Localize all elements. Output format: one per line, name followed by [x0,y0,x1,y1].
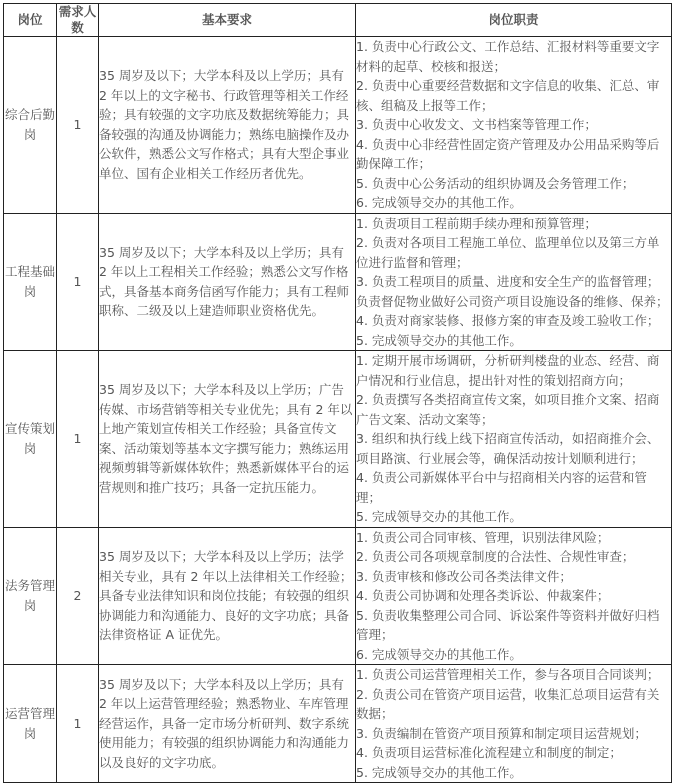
duty-item: 1. 定期开展市场调研，分析研判楼盘的业态、经营、商户情况和行业信息，提出针对性的策划招商方向； [356,353,660,388]
duty-item: 2. 负责对各项目工程施工单位、监理单位以及第三方单位进行监督和管理； [356,235,660,270]
requirements: 35 周岁及以下；大学本科及以上学历；具有 2 年以上工程相关工作经验；熟悉公文写作格式，具备基本商务信函写作能力；具有工程师职称、二级及以上建造师职业资格优先。 [99,213,356,351]
duty-item: 2. 负责中心重要经营数据和文字信息的收集、汇总、审核、组稿及上报等工作； [356,78,660,113]
duty-item: 4. 负责对商家装修、报修方案的审查及竣工验收工作； [356,313,660,328]
duty-item: 6. 完成领导交办的其他工作。 [356,646,522,662]
position-title: 运营管理岗 [4,665,57,783]
duties [356,213,672,351]
duty-item: 4. 负责公司新媒体平台中与招商相关内容的运营和管理； [356,470,647,505]
duties [356,351,672,528]
headcount: 1 [57,351,99,528]
duty-item: 2. 负责撰写各类招商宣传文案，如项目推介文案、招商广告文案、活动文案等； [356,392,660,427]
position-title: 工程基础岗 [4,213,57,351]
duty-item: 6. 完成领导交办的其他工作。 [356,195,522,210]
position-title: 法务管理岗 [4,527,57,665]
duty-item: 5. 完成领导交办的其他工作。 [356,509,522,524]
duty-item: 1. 负责公司运营管理相关工作，参与各项目合同谈判； [356,667,660,682]
requirements: 35 周岁及以下；大学本科及以上学历；具有 2 年以上的文字秘书、行政管理等相关工作经验；具有较强的文字功底及数据统筹能力；具备较强的沟通及协调能力；熟练电脑操作及办公软件，熟悉公文写作格式；具有大型企事业单位、国有企业相关工作经历者优先。 [99,37,356,214]
duty-item: 4. 负责中心非经营性固定资产管理及办公用品采购等后勤保障工作； [356,136,660,171]
duty-item: 4. 负责项目运营标准化流程建立和制度的制定； [356,745,622,760]
headcount: 1 [57,665,99,783]
duty-item: 1. 负责公司合同审核、管理，识别法律风险； [356,529,610,545]
duty-item: 3. 负责中心收发文、文书档案等管理工作； [356,117,597,132]
table-header-row [4,4,672,37]
duty-item: 3. 负责编制在管资产项目预算和制定项目运营规划； [356,725,647,741]
job-requirements-table [3,3,672,783]
position-title: 综合后勤岗 [4,37,57,214]
position-title: 宣传策划岗 [4,351,57,528]
duty-item: 5. 完成领导交办的其他工作。 [356,332,522,348]
duties [356,37,672,214]
header-headcount: 需求人数 [57,4,99,37]
requirements: 35 周岁及以下；大学本科及以上学历；法学相关专业，具有 2 年以上法律相关工作经验；具备专业法律知识和岗位技能；有较强的组织协调能力和沟通能力、良好的文字功底；具备法律资格证 A 证优先。 [99,527,356,665]
table-row [4,665,672,783]
table-row [4,351,672,528]
duty-item: 2. 负责公司各项规章制度的合法性、合规性审查； [356,549,635,564]
headcount: 2 [57,527,99,665]
duty-item: 1. 负责中心行政公文、工作总结、汇报材料等重要文字材料的起草、校核和报送； [356,39,660,74]
duties [356,527,672,665]
duty-item: 5. 负责收集整理公司合同、诉讼案件等资料并做好归档管理； [356,607,660,642]
header-requirements: 基本要求 [99,4,356,37]
duty-item: 1. 负责项目工程前期手续办理和预算管理； [356,215,597,231]
headcount: 1 [57,37,99,214]
requirements: 35 周岁及以下；大学本科及以上学历；广告传媒、市场营销等相关专业优先；具有 2 年以上地产策划宣传相关工作经验；具备宣传文案、活动策划等基本文字撰写能力；熟练运用视频剪辑等新媒体软件；熟悉新媒体平台的运营规则和推广技巧；具备一定抗压能力。 [99,351,356,528]
duty-item: 3. 组织和执行线上线下招商宣传活动，如招商推介会、项目路演、行业展会等，确保活动按计划顺利进行； [356,431,660,466]
headcount: 1 [57,213,99,351]
duty-item: 3. 负责工程项目的质量、进度和安全生产的监督管理；负责督促物业做好公司资产项目设施设备的维修、保养； [356,274,669,309]
duty-item: 2. 负责公司在管资产项目运营，收集汇总项目运营有关数据； [356,686,660,721]
header-duties: 岗位职责 [356,4,672,37]
table-row [4,527,672,665]
duty-item: 5. 负责中心公务活动的组织协调及会务管理工作； [356,175,635,191]
header-position: 岗位 [4,4,57,37]
table-row [4,37,672,214]
table-row [4,213,672,351]
duty-item: 5. 完成领导交办的其他工作。 [356,764,522,780]
duties [356,665,672,783]
duty-item: 4. 负责公司协调和处理各类诉讼、仲裁案件； [356,588,610,603]
requirements: 35 周岁及以下；大学本科及以上学历；具有 2 年以上运营管理经验；熟悉物业、车库管理经营运作，具备一定市场分析研判、数字系统使用能力；有较强的组织协调能力和沟通能力以及良好的文字功底。 [99,665,356,783]
duty-item: 3. 负责审核和修改公司各类法律文件； [356,568,572,584]
